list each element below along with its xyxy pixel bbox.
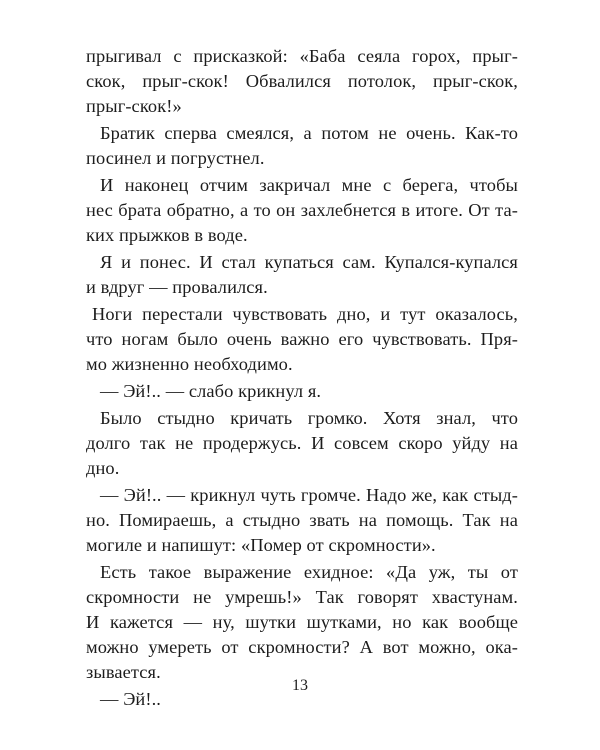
text-line: нес брата обратно, а то он захлебнется в итоге. От та-	[86, 200, 518, 220]
text-line: дно.	[86, 458, 120, 478]
text-line: скок, прыг-скок! Обвалился потолок, прыг-скок,	[86, 71, 518, 91]
text-line: могиле и напишут: «Помер от скромности».	[86, 535, 436, 555]
text-line: — Эй!.. — слабо крикнул я.	[100, 381, 322, 401]
text-line: И наконец отчим закричал мне с берега, чтобы	[100, 175, 518, 195]
text-line: долго так не продержусь. И совсем скоро уйду на	[86, 433, 518, 453]
text-line: прыгивал с присказкой: «Баба сеяла горох, прыг-	[86, 46, 518, 66]
text-line: — Эй!..	[100, 689, 161, 709]
text-line: мо жизненно необходимо.	[86, 354, 293, 374]
text-line: и вдруг — провалился.	[86, 277, 268, 297]
text-line: Было стыдно кричать громко. Хотя знал, что	[100, 408, 518, 428]
text-line: Есть такое выражение ехидное: «Да уж, ты от	[100, 562, 518, 582]
text-line: что ногам было очень важно его чувствовать. Пря-	[86, 329, 518, 349]
text-line: Я и понес. И стал купаться сам. Купался-купался	[100, 252, 518, 272]
text-line: прыг-скок!»	[86, 96, 182, 116]
text-line: Ноги перестали чувствовать дно, и тут оказалось,	[92, 304, 518, 324]
text-line: можно умереть от скромности? А вот можно, ока-	[86, 637, 518, 657]
text-line: ких прыжков в воде.	[86, 225, 248, 245]
text-line: скромности не умрешь!» Так говорят хвастунам.	[86, 587, 518, 607]
book-page-text	[86, 44, 518, 712]
page-number: 13	[292, 677, 308, 694]
text-line: посинел и погрустнел.	[86, 148, 265, 168]
text-line: Братик сперва смеялся, а потом не очень. Как-то	[100, 123, 518, 143]
text-line: но. Помираешь, а стыдно звать на помощь. Так на	[86, 510, 518, 530]
text-line: зывается.	[86, 662, 161, 682]
text-line: — Эй!.. — крикнул чуть громче. Надо же, как стыд-	[100, 485, 518, 505]
text-line: И кажется — ну, шутки шутками, но как вообще	[86, 612, 518, 632]
